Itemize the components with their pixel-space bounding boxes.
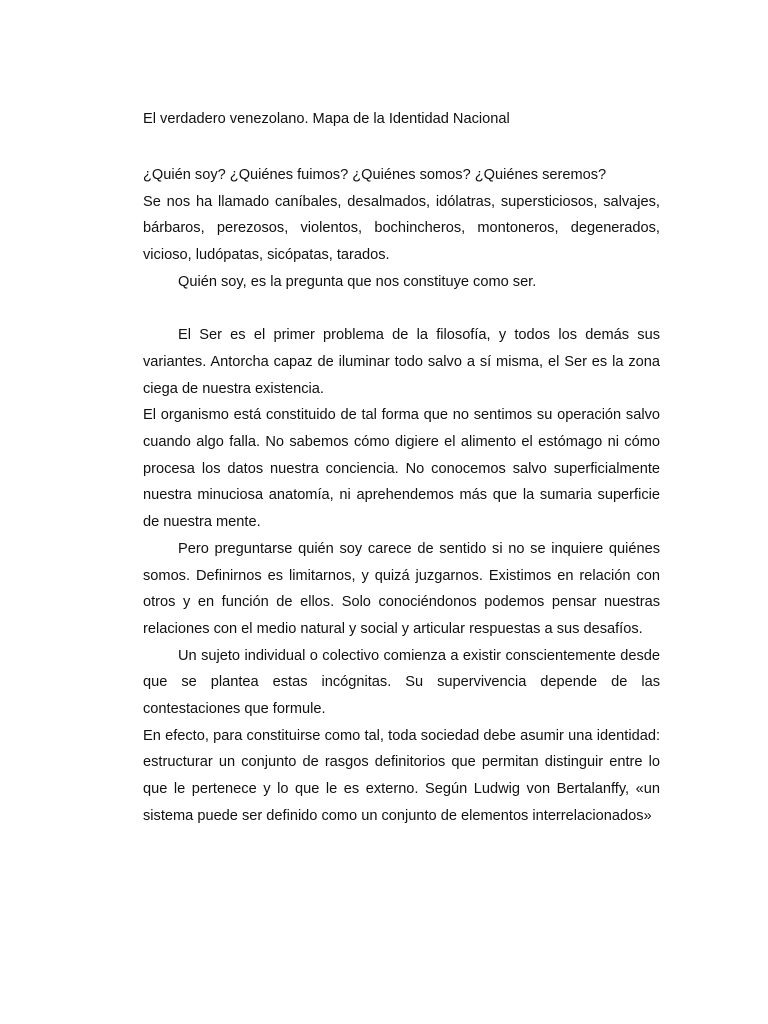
- paragraph-4: El organismo está constituido de tal forma que no sentimos su operación salvo cuando algo falla. No sabemos cómo digiere el alimento el estómago ni cómo procesa los datos nuestra conciencia. No conocemos salvo superficialmente nuestra minuciosa anatomía, ni aprehendemos más que la sumaria superficie de nuestra mente.: [143, 407, 660, 531]
- paragraph-3: El Ser es el primer problema de la filosofía, y todos los demás sus variantes. Antorcha capaz de iluminar todo salvo a sí misma, el Ser es la zona ciega de nuestra existencia.: [143, 327, 660, 397]
- blank-line: [143, 296, 660, 323]
- document-title: El verdadero venezolano. Mapa de la Identidad Nacional: [143, 111, 510, 127]
- paragraph-5: Pero preguntarse quién soy carece de sentido si no se inquiere quiénes somos. Definirnos es limitarnos, y quizá juzgarnos. Existimos en relación con otros y en función de ellos. Solo conociéndonos podemos pensar nuestras relaciones con el medio natural y social y articular respuestas a sus desafíos.: [143, 540, 660, 637]
- paragraph-7: En efecto, para constituirse como tal, toda sociedad debe asumir una identidad: estructurar un conjunto de rasgos definitorios que permitan distinguir entre lo que le pertenece y lo que le es externo. Según Ludwig von Bertalanffy, «un sistema puede ser definido como un conjunto de elementos interrelacionados»: [143, 727, 660, 824]
- questions-line: ¿Quién soy? ¿Quiénes fuimos? ¿Quiénes somos? ¿Quiénes seremos?: [143, 167, 607, 183]
- paragraph-1: Se nos ha llamado caníbales, desalmados, idólatras, supersticiosos, salvajes, bárbaros, perezosos, violentos, bochincheros, montoneros, degenerados, vicioso, ludópatas, sicópatas, tarados.: [143, 193, 660, 264]
- paragraph-6: Un sujeto individual o colectivo comienza a existir conscientemente desde que se plantea estas incógnitas. Su supervivencia depende de las contestaciones que formule.: [143, 647, 660, 718]
- paragraph-2: Quién soy, es la pregunta que nos constituye como ser.: [178, 273, 537, 290]
- spacer: [143, 134, 660, 162]
- document-body: [143, 106, 660, 830]
